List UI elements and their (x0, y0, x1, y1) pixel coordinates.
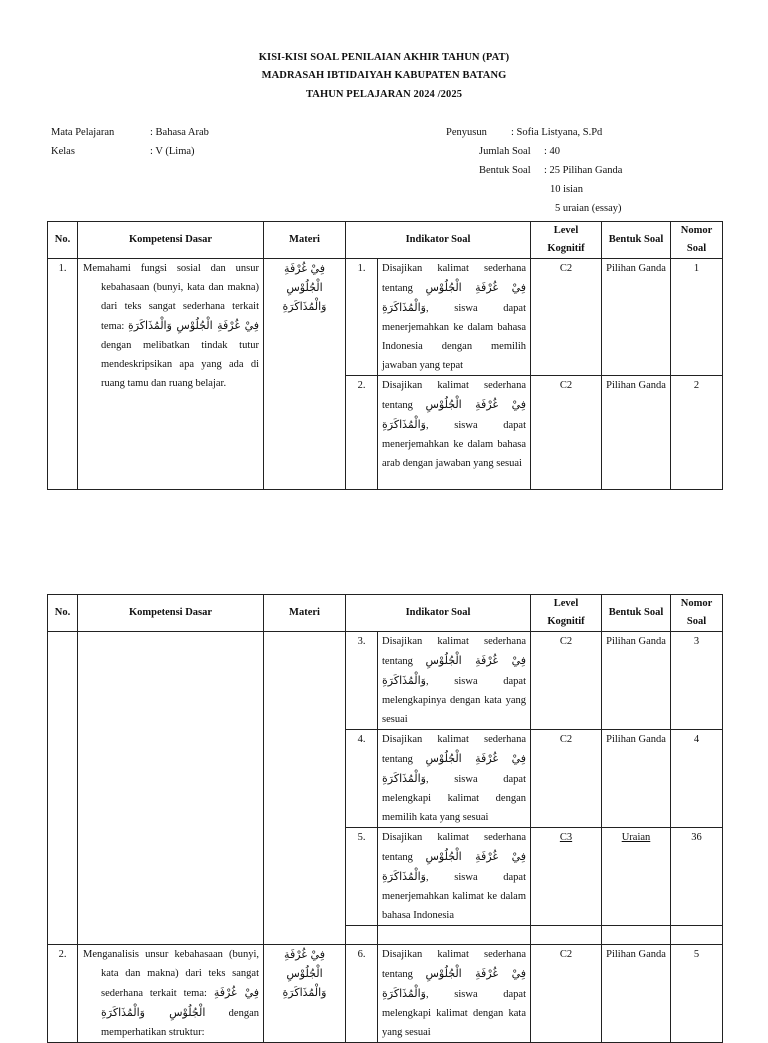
spacer-cell (346, 926, 378, 945)
kd-cell-empty (78, 632, 264, 945)
level-kognitif: C2 (531, 632, 602, 730)
indikator-text: Disajikan kalimat sederhana tentang فِيْ غُرْفَةِ الْجُلُوْسِ وَالْمُذَاكَرَةِ, siswa dapat menerjemahkan ke dalam bahasa arab dengan jawaban yang sesuai (378, 376, 531, 490)
table-header-row (48, 595, 723, 632)
header-bentuk-soal: Bentuk Soal (602, 222, 671, 259)
materi-cell-empty (264, 632, 346, 945)
level-kognitif: C2 (531, 376, 602, 490)
indikator-text: Disajikan kalimat sederhana tentang فِيْ غُرْفَةِ الْجُلُوْسِ وَالْمُذَاكَرَةِ, siswa dapat melengkapi kalimat dengan memilih kata yang sesuai (378, 730, 531, 828)
header-indikator-soal: Indikator Soal (346, 222, 531, 259)
kd-number: 1. (48, 259, 78, 490)
indikator-number: 5. (346, 828, 378, 926)
kelas-value: : V (Lima) (150, 146, 195, 157)
table-row (48, 632, 723, 730)
kelas-label: Kelas (51, 146, 75, 157)
indikator-number: 4. (346, 730, 378, 828)
doc-title-line3: TAHUN PELAJARAN 2024 /2025 (305, 89, 463, 100)
indikator-number: 6. (346, 945, 378, 1043)
nomor-soal: 2 (671, 376, 723, 490)
spacer-cell (531, 926, 602, 945)
bentuk-soal-value-1: : 25 Pilihan Ganda (544, 165, 623, 176)
header-bentuk-soal: Bentuk Soal (602, 595, 671, 632)
header-level-kognitif: Level Kognitif (531, 595, 602, 632)
nomor-soal: 4 (671, 730, 723, 828)
doc-title-line2: MADRASAH IBTIDAIYAH KABUPATEN BATANG (261, 70, 507, 81)
materi-cell: فِيْ غُرْفَةِ الْجُلُوْسِ وَالْمُذَاكَرَةِ (264, 945, 346, 1043)
indikator-text: Disajikan kalimat sederhana tentang فِيْ غُرْفَةِ الْجُلُوْسِ وَالْمُذَاكَرَةِ, siswa dapat menerjemahkan ke dalam bahasa Indonesia dengan memilih jawaban yang tepat (378, 259, 531, 376)
header-nomor-soal: Nomor Soal (671, 222, 723, 259)
bentuk-soal-label: Bentuk Soal (479, 165, 531, 176)
kd-cell: Menganalisis unsur kebahasaan (bunyi, kata dan makna) dari teks sangat sederhana terkait tema: فِيْ غُرْفَةِ الْجُلُوْسِ وَالْمُذَاكَرَةِ dengan memperhatikan struktur: (78, 945, 264, 1043)
mapel-value: : Bahasa Arab (150, 127, 209, 138)
indikator-number: 3. (346, 632, 378, 730)
indikator-text: Disajikan kalimat sederhana tentang فِيْ غُرْفَةِ الْجُلُوْسِ وَالْمُذَاكَرَةِ, siswa dapat melengkapinya dengan kata yang sesuai (378, 632, 531, 730)
kd-number: 2. (48, 945, 78, 1043)
bentuk-soal: Pilihan Ganda (602, 259, 671, 376)
penyusun-label: Penyusun (446, 127, 487, 138)
table-header-row (48, 222, 723, 259)
header-materi: Materi (264, 595, 346, 632)
indikator-number: 1. (346, 259, 378, 376)
indikator-text: Disajikan kalimat sederhana tentang فِيْ غُرْفَةِ الْجُلُوْسِ وَالْمُذَاكَرَةِ, siswa dapat melengkapi kalimat dengan kata yang sesuai (378, 945, 531, 1043)
penyusun-value: : Sofia Listyana, S.Pd (511, 127, 603, 138)
kd-number-empty (48, 632, 78, 945)
bentuk-soal: Uraian (602, 828, 671, 926)
bentuk-soal: Pilihan Ganda (602, 632, 671, 730)
spacer-cell (671, 926, 723, 945)
header-no: No. (48, 222, 78, 259)
bentuk-soal-value-3: 5 uraian (essay) (555, 203, 622, 214)
bentuk-soal: Pilihan Ganda (602, 945, 671, 1043)
indikator-number: 2. (346, 376, 378, 490)
arabic-topic: فِيْ غُرْفَةِ الْجُلُوْسِ وَالْمُذَاكَرَةِ (101, 986, 260, 1019)
jumlah-soal-label: Jumlah Soal (479, 146, 531, 157)
nomor-soal: 3 (671, 632, 723, 730)
table-row (48, 945, 723, 1043)
materi-cell: فِيْ غُرْفَةِ الْجُلُوْسِ وَالْمُذَاكَرَةِ (264, 259, 346, 490)
kisi-table-page-1 (47, 221, 723, 490)
arabic-topic: فِيْ غُرْفَةِ الْجُلُوْسِ وَالْمُذَاكَرَةِ (127, 319, 259, 332)
nomor-soal: 5 (671, 945, 723, 1043)
header-indikator-soal: Indikator Soal (346, 595, 531, 632)
indikator-text: Disajikan kalimat sederhana tentang فِيْ غُرْفَةِ الْجُلُوْسِ وَالْمُذَاكَرَةِ, siswa dapat menerjemahkan kalimat ke dalam bahasa Indonesia (378, 828, 531, 926)
bentuk-soal-value-2: 10 isian (550, 184, 583, 195)
level-kognitif: C2 (531, 730, 602, 828)
spacer-cell (378, 926, 531, 945)
header-level-kognitif: Level Kognitif (531, 222, 602, 259)
level-kognitif: C2 (531, 259, 602, 376)
mapel-label: Mata Pelajaran (51, 127, 115, 138)
header-no: No. (48, 595, 78, 632)
header-materi: Materi (264, 222, 346, 259)
level-kognitif: C3 (531, 828, 602, 926)
kisi-table-page-2 (47, 594, 723, 1043)
bentuk-soal: Pilihan Ganda (602, 376, 671, 490)
nomor-soal: 1 (671, 259, 723, 376)
header-nomor-soal: Nomor Soal (671, 595, 723, 632)
kd-cell: Memahami fungsi sosial dan unsur kebahasaan (bunyi, kata dan makna) dari teks sangat sederhana terkait tema: فِيْ غُرْفَةِ الْجُلُوْسِ وَالْمُذَاكَرَةِ dengan melibatkan tindak tutur mendeskripsikan apa yang ada di ruang tamu dan ruang belajar. (78, 259, 264, 490)
header-kompetensi-dasar: Kompetensi Dasar (78, 595, 264, 632)
bentuk-soal: Pilihan Ganda (602, 730, 671, 828)
level-kognitif: C2 (531, 945, 602, 1043)
spacer-cell (602, 926, 671, 945)
doc-title-line1: KISI-KISI SOAL PENILAIAN AKHIR TAHUN (PAT) (258, 52, 510, 63)
nomor-soal: 36 (671, 828, 723, 926)
jumlah-soal-value: : 40 (544, 146, 561, 157)
header-kompetensi-dasar: Kompetensi Dasar (78, 222, 264, 259)
table-row (48, 259, 723, 376)
